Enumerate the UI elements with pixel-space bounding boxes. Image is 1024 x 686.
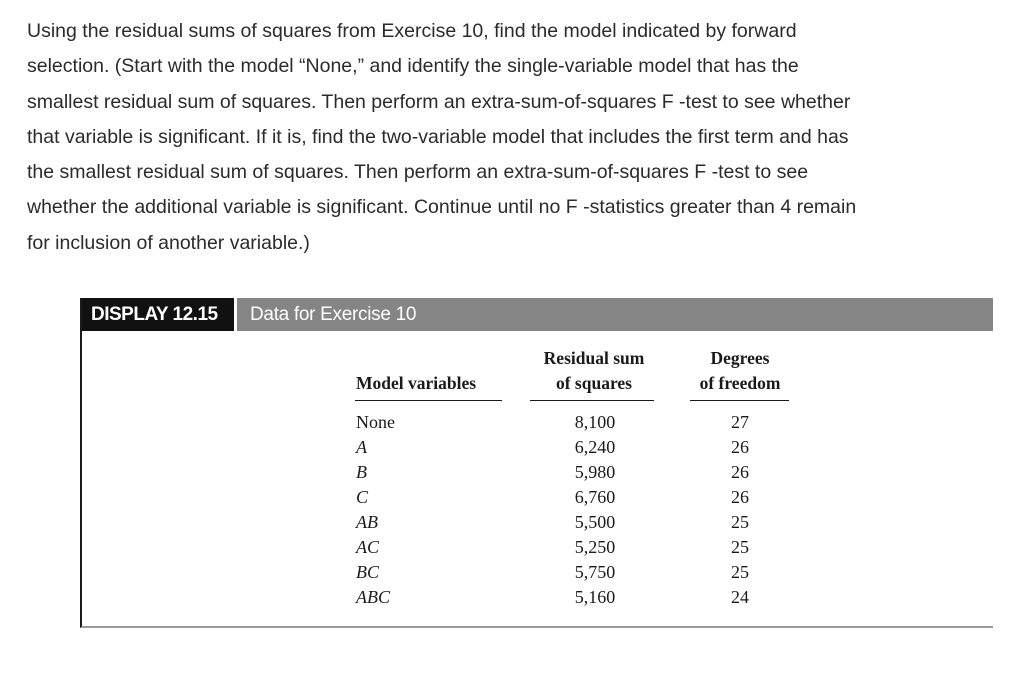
row-df: 25 <box>731 537 749 557</box>
question-line: whether the additional variable is significant. Continue until no F -statistics greater than 4 remain <box>27 196 857 219</box>
header-rss-line1: Residual sum <box>543 348 645 368</box>
row-model: A <box>356 437 367 457</box>
row-rss: 5,980 <box>574 462 616 482</box>
header-rule-df <box>690 400 789 401</box>
row-df: 27 <box>731 412 749 432</box>
header-rule-rss <box>530 400 654 401</box>
question-line: for inclusion of another variable.) <box>27 231 310 254</box>
question-line: Using the residual sums of squares from Exercise 10, find the model indicated by forward <box>27 20 797 42</box>
row-df: 25 <box>731 562 749 582</box>
row-df: 26 <box>731 462 749 482</box>
row-rss: 6,240 <box>574 437 616 457</box>
header-df-line1: Degrees <box>710 348 770 368</box>
row-model: BC <box>356 562 380 582</box>
question-line: smallest residual sum of squares. Then perform an extra-sum-of-squares F -test to see whether <box>27 90 851 113</box>
row-df: 26 <box>731 487 749 507</box>
row-model: C <box>356 487 369 507</box>
header-model-variables: Model variables <box>356 373 477 393</box>
question-line: selection. (Start with the model “None,” and identify the single-variable model that has the <box>27 55 799 78</box>
question-line: the smallest residual sum of squares. Then perform an extra-sum-of-squares F -test to see <box>27 161 809 184</box>
row-df: 24 <box>731 587 749 607</box>
row-rss: 6,760 <box>574 487 616 507</box>
row-rss: 8,100 <box>574 412 616 432</box>
display-title: Data for Exercise 10 <box>250 304 417 325</box>
row-model: None <box>356 412 395 432</box>
header-df-line2: of freedom <box>699 373 781 393</box>
row-rss: 5,750 <box>574 562 616 582</box>
row-model: AC <box>356 537 380 557</box>
row-rss: 5,500 <box>574 512 616 532</box>
row-rss: 5,160 <box>574 587 616 607</box>
row-rss: 5,250 <box>574 537 616 557</box>
header-rule-model <box>355 400 502 401</box>
question-line: that variable is significant. If it is, find the two-variable model that includes the first term and has <box>27 125 849 148</box>
exercise-question <box>27 14 997 261</box>
row-model: AB <box>356 512 378 532</box>
row-model: ABC <box>356 587 390 607</box>
display-header <box>82 298 993 331</box>
header-rss-line2: of squares <box>555 373 632 393</box>
row-df: 25 <box>731 512 749 532</box>
display-label: DISPLAY 12.15 <box>82 298 237 331</box>
row-model: B <box>356 462 367 482</box>
row-df: 26 <box>731 437 749 457</box>
